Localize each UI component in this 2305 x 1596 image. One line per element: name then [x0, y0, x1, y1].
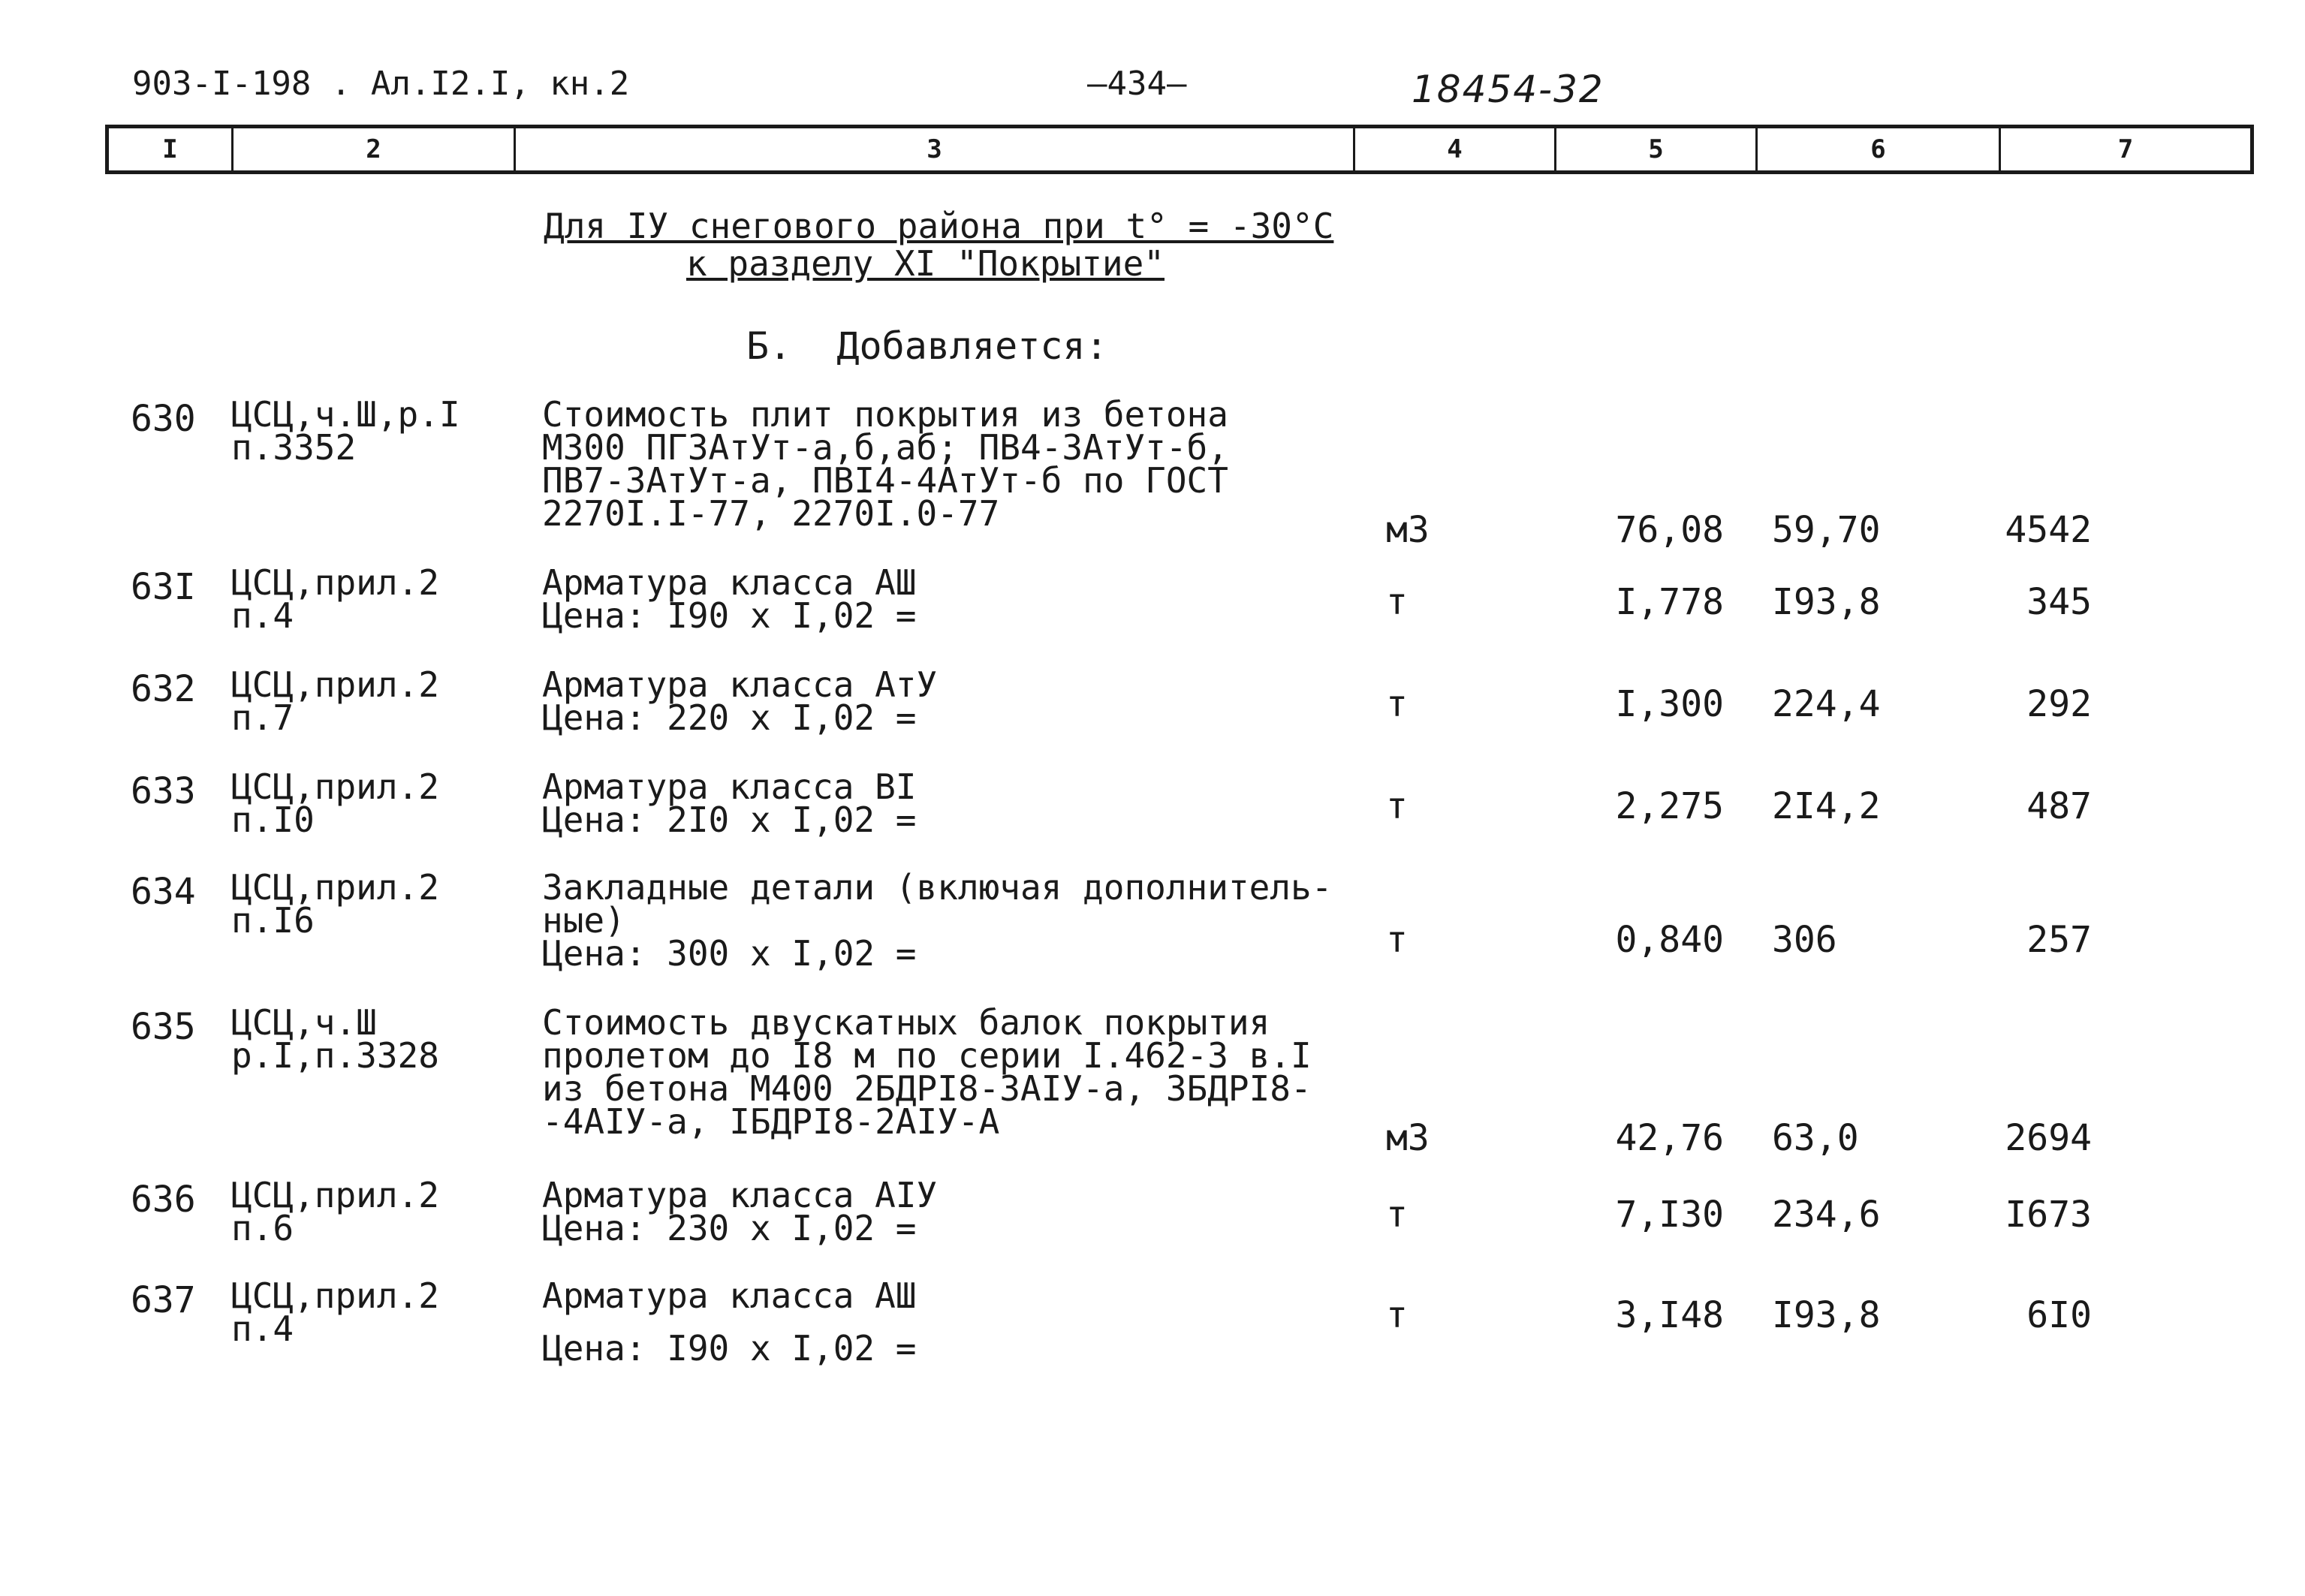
row-reference-line: ЦСЦ,прил.2 — [231, 766, 439, 807]
row-description-line: Цена: I90 х I,02 = — [542, 595, 917, 636]
row-reference-line: р.I,п.3328 — [231, 1035, 439, 1076]
row-reference-line: п.6 — [231, 1208, 294, 1248]
row-number: 633 — [131, 770, 196, 812]
row-unit-price: 59,70 — [1772, 509, 1881, 551]
row-number: 634 — [131, 871, 196, 913]
row-total: 4542 — [2005, 509, 2092, 551]
row-quantity: 2,275 — [1615, 785, 1724, 827]
row-reference-line: ЦСЦ,прил.2 — [231, 1275, 439, 1316]
row-description-line: Арматура класса АIУ — [542, 1175, 938, 1215]
page-number: —434— — [1087, 65, 1187, 103]
row-reference-line: ЦСЦ,прил.2 — [231, 867, 439, 908]
row-unit-price: 63,0 — [1772, 1117, 1859, 1159]
row-reference-line: п.4 — [231, 1308, 294, 1349]
row-reference-line: ЦСЦ,прил.2 — [231, 664, 439, 705]
row-total: 292 — [2026, 683, 2092, 725]
column-number: 7 — [2117, 134, 2134, 164]
section-title-line2: к разделу XI "Покрытие" — [686, 243, 1165, 284]
column-number: 5 — [1556, 128, 1758, 170]
row-quantity: 7,I30 — [1615, 1194, 1724, 1236]
row-description-line: Арматура класса ВI — [542, 766, 917, 807]
column-number: I — [109, 128, 234, 170]
row-reference-line: ЦСЦ,прил.2 — [231, 1175, 439, 1215]
row-description-line: Стоимость плит покрытия из бетона — [542, 394, 1228, 435]
column-number: 3 — [516, 128, 1355, 170]
row-description-line: Стоимость двускатных балок покрытия — [542, 1002, 1270, 1043]
row-description-line: -4АIУ-а, IБДРI8-2АIУ-А — [542, 1101, 1000, 1142]
row-unit: т — [1386, 1294, 1408, 1336]
row-description-line: ные) — [542, 900, 625, 941]
row-number: 630 — [131, 398, 196, 440]
column-number-bar — [105, 125, 2254, 174]
row-reference-line: п.I6 — [231, 900, 315, 941]
row-reference-line: ЦСЦ,прил.2 — [231, 562, 439, 603]
row-number: 632 — [131, 668, 196, 710]
row-description-line: Цена: I90 х I,02 = — [542, 1328, 917, 1369]
column-number: 4 — [1355, 128, 1556, 170]
section-title: Для IУ снегового района при t° = -30°C — [544, 206, 1334, 246]
row-unit: т — [1386, 919, 1408, 961]
row-description-line: Цена: 2I0 х I,02 = — [542, 800, 917, 840]
row-description-line: из бетона М400 2БДРI8-3АIУ-а, 3БДРI8- — [542, 1068, 1312, 1109]
row-number: 635 — [131, 1006, 196, 1048]
row-unit: т — [1386, 683, 1408, 725]
row-unit-price: 234,6 — [1772, 1194, 1881, 1236]
row-quantity: 3,I48 — [1615, 1294, 1724, 1336]
row-unit-price: 306 — [1772, 919, 1837, 961]
row-unit-price: 2I4,2 — [1772, 785, 1881, 827]
row-quantity: 0,840 — [1615, 919, 1724, 961]
row-description-line: Цена: 300 х I,02 = — [542, 933, 917, 974]
row-total: I673 — [2005, 1194, 2092, 1236]
row-reference-line: ЦСЦ,ч.Ш,р.I — [231, 394, 460, 435]
section-subtitle: Б. Добавляется: — [746, 324, 1108, 368]
row-quantity: I,300 — [1615, 683, 1724, 725]
row-description-line: Арматура класса АШ — [542, 562, 917, 603]
row-total: 257 — [2026, 919, 2092, 961]
row-total: 2694 — [2005, 1117, 2092, 1159]
row-reference-line: п.7 — [231, 697, 294, 738]
row-total: 6I0 — [2026, 1294, 2092, 1336]
row-description-line: 2270I.I-77, 2270I.0-77 — [542, 493, 1000, 534]
row-total: 345 — [2026, 581, 2092, 623]
row-reference-line: п.4 — [231, 595, 294, 636]
row-description-line: Арматура класса АШ — [542, 1275, 917, 1316]
archive-stamp-number: 18454-32 — [1412, 68, 1604, 111]
row-number: 636 — [131, 1179, 196, 1221]
row-unit: м3 — [1386, 1117, 1430, 1159]
row-unit-price: 224,4 — [1772, 683, 1881, 725]
document-code: 903-I-198 . Ал.I2.I, кн.2 — [132, 65, 630, 103]
row-unit-price: I93,8 — [1772, 581, 1881, 623]
row-unit: т — [1386, 581, 1408, 623]
row-description-line: Арматура класса АтУ — [542, 664, 938, 705]
column-number: 2 — [234, 128, 516, 170]
row-description-line: Закладные детали (включая дополнитель- — [542, 867, 1333, 908]
row-quantity: I,778 — [1615, 581, 1724, 623]
row-description-line: Цена: 230 х I,02 = — [542, 1208, 917, 1248]
row-description-line: ПВ7-ЗАтУт-а, ПВI4-4АтУт-б по ГОСТ — [542, 460, 1228, 501]
row-number: 63I — [131, 566, 196, 608]
row-reference-line: п.I0 — [231, 800, 315, 840]
row-unit-price: I93,8 — [1772, 1294, 1881, 1336]
column-number: 6 — [1758, 128, 2001, 170]
row-description-line: пролетом до I8 м по серии I.462-3 в.I — [542, 1035, 1312, 1076]
row-reference-line: ЦСЦ,ч.Ш — [231, 1002, 377, 1043]
row-number: 637 — [131, 1279, 196, 1321]
row-unit: м3 — [1386, 509, 1430, 551]
row-description-line: Цена: 220 х I,02 = — [542, 697, 917, 738]
row-reference-line: п.3352 — [231, 427, 357, 468]
row-quantity: 42,76 — [1615, 1117, 1724, 1159]
row-quantity: 76,08 — [1615, 509, 1724, 551]
row-description-line: М300 ПГЗАтУт-а,б,аб; ПВ4-ЗАтУт-б, — [542, 427, 1228, 468]
row-unit: т — [1386, 1194, 1408, 1236]
row-unit: т — [1386, 785, 1408, 827]
row-total: 487 — [2026, 785, 2092, 827]
